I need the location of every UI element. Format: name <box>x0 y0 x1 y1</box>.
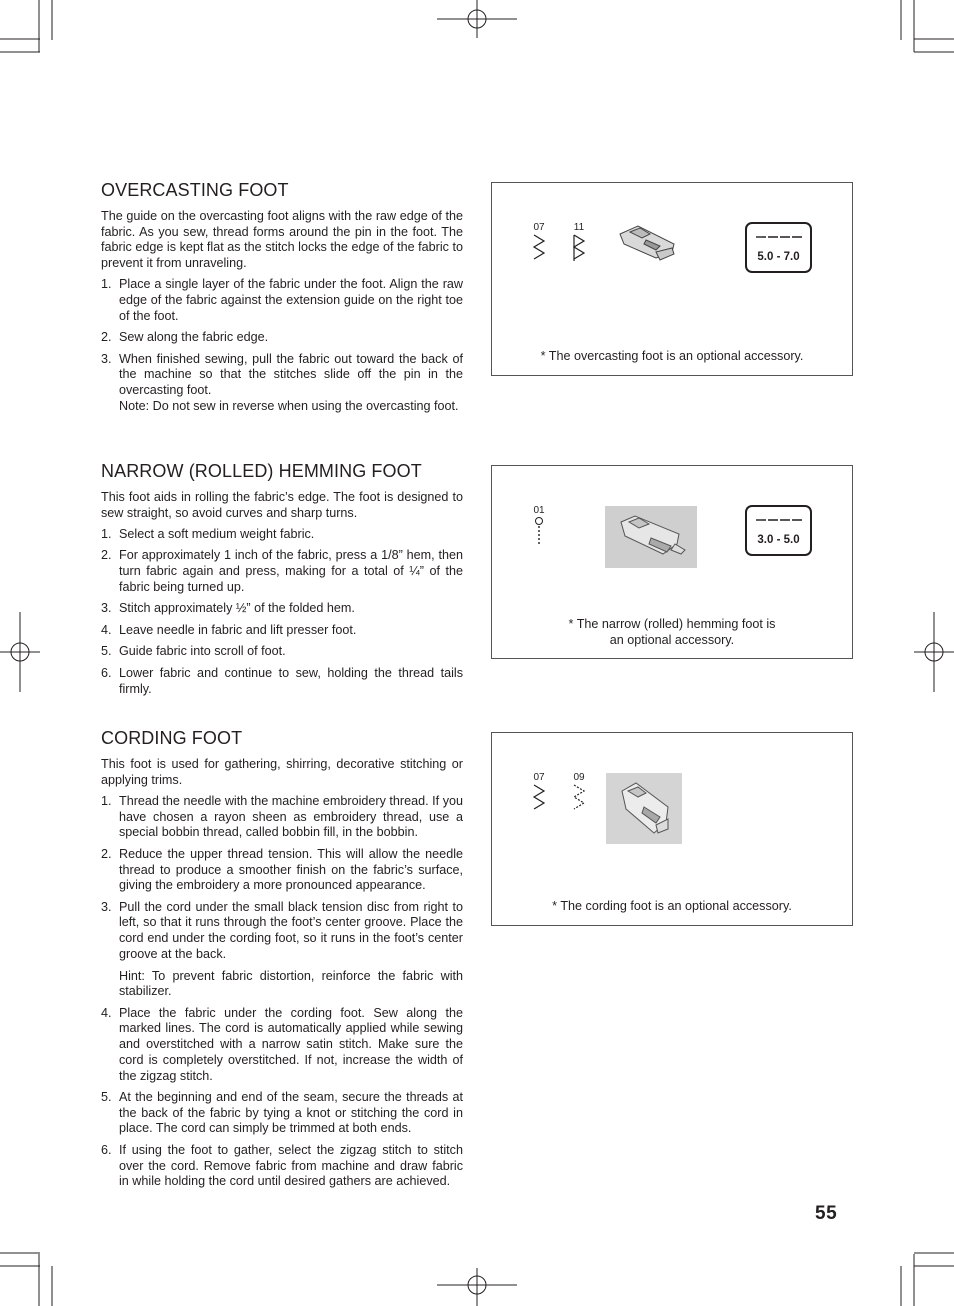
section-title: NARROW (ROLLED) HEMMING FOOT <box>101 461 422 481</box>
step-list <box>101 527 463 697</box>
step-number: 6. <box>101 1142 112 1157</box>
step-text: Leave needle in fabric and lift presser foot. <box>119 622 357 637</box>
note-line: * The narrow (rolled) hemming foot is <box>568 617 776 631</box>
step-number: 4. <box>101 1005 112 1020</box>
cording-foot-panel <box>491 732 853 926</box>
stitch-code: 07 <box>533 772 545 783</box>
stitch-code: 01 <box>533 505 545 516</box>
list-item <box>101 900 463 1000</box>
step-text: At the beginning and end of the seam, secure the threads at the back of the fabric by tying a knot or stitching the cord in place. The cord can simply be trimmed at both ends. <box>119 1090 463 1136</box>
list-item <box>101 548 463 595</box>
cording-foot-photo <box>606 773 682 844</box>
page-number: 55 <box>815 1203 838 1224</box>
stitch-01 <box>532 505 546 551</box>
step-number: 1. <box>101 277 112 292</box>
step-number: 2. <box>101 846 112 861</box>
step-number: 5. <box>101 1090 112 1105</box>
list-item <box>101 1143 463 1190</box>
list-item <box>101 527 463 543</box>
hemming-foot-panel <box>491 465 853 659</box>
overcasting-foot-section <box>101 180 463 420</box>
step-hint: Hint: To prevent fabric distortion, reinforce the fabric with stabilizer. <box>119 968 463 999</box>
list-item <box>101 666 463 697</box>
step-text: Stitch approximately ½” of the folded hem. <box>119 601 355 616</box>
step-number: 1. <box>101 526 112 541</box>
list-item <box>101 277 463 324</box>
step-text: Place the fabric under the cording foot. Sew along the marked lines. The cord is automatically applied while sewing and overstitched with a narrow satin stitch. Make sure the cord is completely overstitched. If not, increase the width of the zigzag stitch. <box>119 1005 463 1083</box>
step-list <box>101 277 463 414</box>
hemming-foot-photo <box>605 506 697 568</box>
setting-value: 3.0 - 5.0 <box>757 534 800 546</box>
list-item <box>101 1090 463 1137</box>
step-text: Lower fabric and continue to sew, holding the thread tails firmly. <box>119 665 463 696</box>
list-item <box>101 352 463 415</box>
overcasting-foot-panel <box>491 182 853 376</box>
section-title: CORDING FOOT <box>101 728 243 748</box>
stitch-07 <box>532 222 546 268</box>
stitch-11 <box>572 222 586 268</box>
list-item <box>101 1006 463 1085</box>
step-number: 4. <box>101 622 112 637</box>
step-number: 3. <box>101 601 112 616</box>
step-number: 2. <box>101 330 112 345</box>
step-text: Select a soft medium weight fabric. <box>119 526 315 541</box>
section-intro: This foot aids in rolling the fabric’s edge. The foot is designed to sew straight, so avoid curves and sharp turns. <box>101 490 463 520</box>
section-intro: This foot is used for gathering, shirring, decorative stitching or applying trims. <box>101 757 463 787</box>
section-title: OVERCASTING FOOT <box>101 180 289 200</box>
step-text: Guide fabric into scroll of foot. <box>119 644 286 659</box>
accessory-note <box>492 617 852 648</box>
hemming-foot-icon <box>605 506 697 568</box>
stitch-code: 09 <box>573 772 585 783</box>
list-item <box>101 644 463 660</box>
list-item <box>101 794 463 841</box>
accessory-note: * The cording foot is an optional accessory. <box>552 899 792 913</box>
step-list <box>101 794 463 1190</box>
dashed-line-icon <box>756 235 803 239</box>
section-intro: The guide on the overcasting foot aligns with the raw edge of the fabric. As you sew, thread forms around the pin in the foot. The fabric edge is kept flat as the stitch locks the edge of the fabric to prevent it from unraveling. <box>101 209 463 271</box>
step-text: Pull the cord under the small black tension disc from right to left, so that it runs through the foot’s center groove. Place the cord end under the cording foot, so it runs in the foot’s center groove at the back. <box>119 899 463 961</box>
step-number: 5. <box>101 644 112 659</box>
stitch-length-setting <box>745 222 812 273</box>
list-item <box>101 330 463 346</box>
stitch-07 <box>532 772 546 818</box>
setting-value: 5.0 - 7.0 <box>757 251 800 263</box>
step-text: If using the foot to gather, select the zigzag stitch to stitch over the cord. Remove fabric from machine and draw fabric in while holding the cord until desired gathers are achieved. <box>119 1142 463 1189</box>
step-number: 3. <box>101 351 112 366</box>
note-line: an optional accessory. <box>609 632 735 647</box>
step-text: Reduce the upper thread tension. This will allow the needle thread to produce a smoother finish on the fabric’s surface, giving the embroidery a more pronounced appearance. <box>119 846 463 893</box>
overcast-stitch-icon <box>572 233 586 263</box>
cording-foot-section <box>101 728 463 1196</box>
step-number: 3. <box>101 899 112 914</box>
triple-zigzag-stitch-icon <box>572 783 586 813</box>
list-item <box>101 601 463 617</box>
step-number: 1. <box>101 793 112 808</box>
step-text: Sew along the fabric edge. <box>119 330 269 345</box>
stitch-code: 11 <box>573 222 585 233</box>
step-number: 2. <box>101 548 112 563</box>
step-text: Thread the needle with the machine embroidery thread. If you have chosen a rayon sheen as embroidery thread, use a special bobbin thread, called bobbin fill, in the bobbin. <box>119 793 463 840</box>
dashed-line-icon <box>756 518 803 522</box>
overcasting-foot-icon <box>616 220 678 262</box>
zigzag-stitch-icon <box>532 783 546 813</box>
step-text: When finished sewing, pull the fabric out toward the back of the machine so that the stitches slide off the pin in the overcasting foot. <box>119 351 463 398</box>
accessory-note: * The overcasting foot is an optional accessory. <box>540 349 804 363</box>
list-item <box>101 847 463 894</box>
stitch-length-setting <box>745 505 812 556</box>
stitch-code: 07 <box>533 222 545 233</box>
step-note: Note: Do not sew in reverse when using the overcasting foot. <box>119 398 459 413</box>
hemming-foot-section <box>101 461 463 703</box>
step-number: 6. <box>101 665 112 680</box>
straight-stitch-icon <box>532 516 546 546</box>
cording-foot-icon <box>606 773 682 844</box>
list-item <box>101 623 463 639</box>
zigzag-stitch-icon <box>532 233 546 263</box>
step-text: For approximately 1 inch of the fabric, press a 1/8” hem, then turn fabric again and press, making for a total of ¼” of the fabric being turned up. <box>119 548 463 594</box>
stitch-09 <box>572 772 586 818</box>
step-text: Place a single layer of the fabric under the foot. Align the raw edge of the fabric against the extension guide on the right toe of the foot. <box>119 277 463 323</box>
